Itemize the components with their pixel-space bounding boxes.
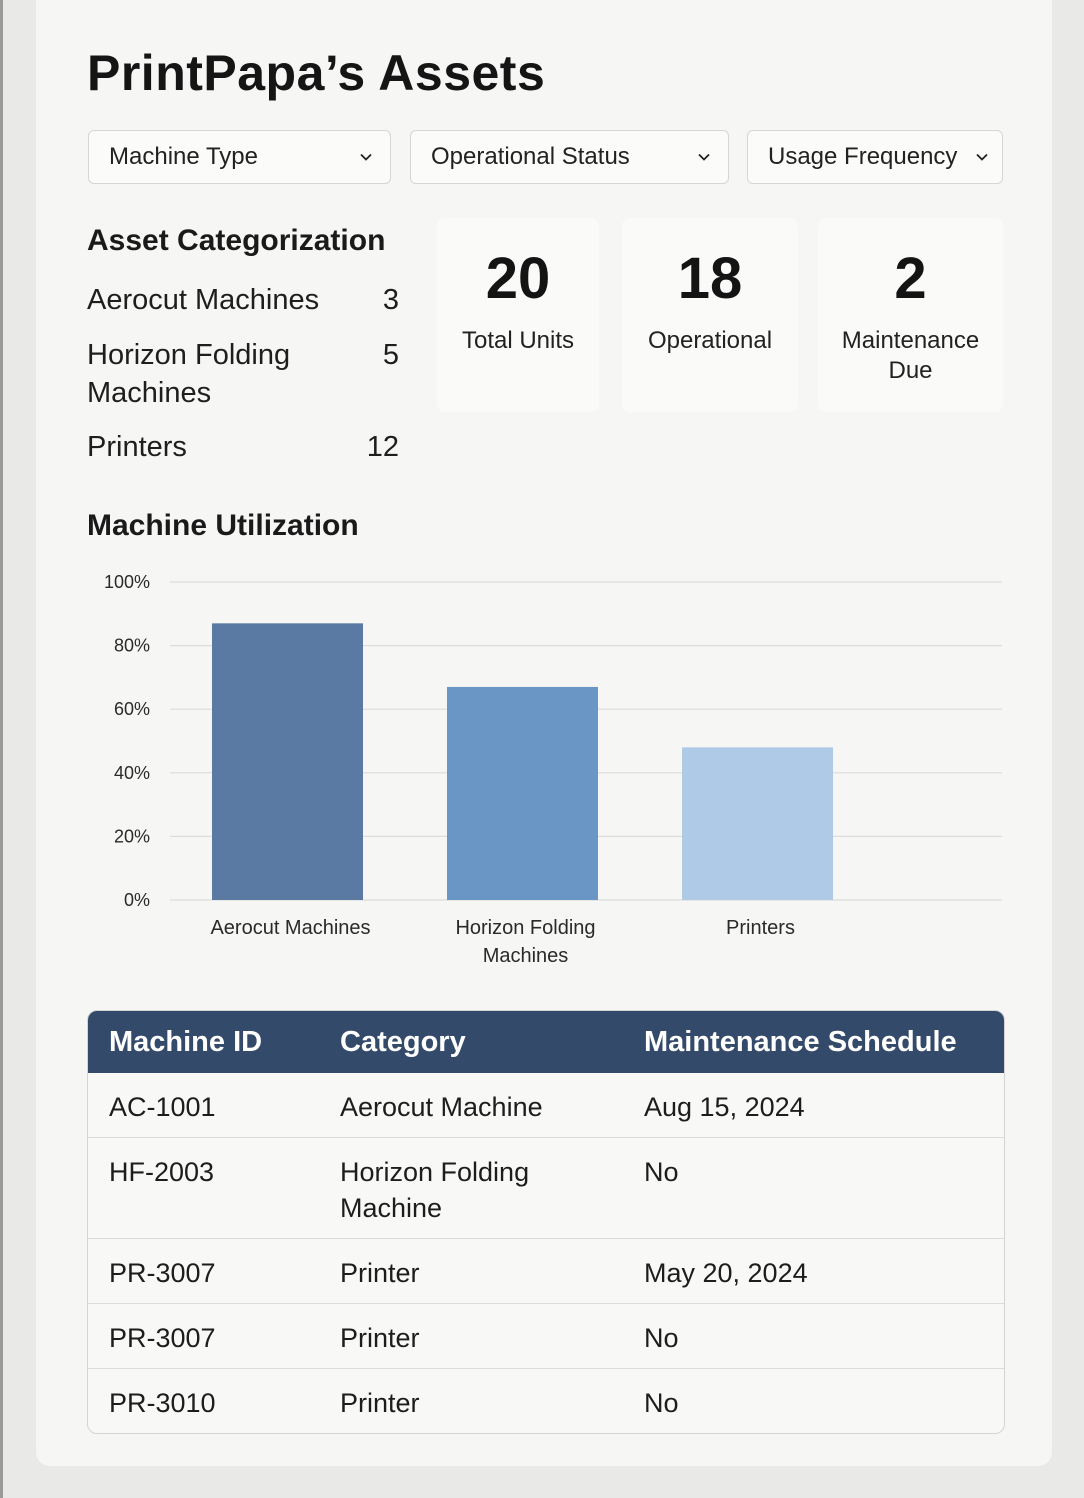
y-tick-label: 80% <box>113 635 150 656</box>
maintenance-cell: No <box>623 1138 1004 1239</box>
chevron-down-icon <box>698 151 710 163</box>
table-row[interactable] <box>88 1138 1004 1239</box>
stat-label: Operational <box>647 327 773 354</box>
category-row <box>87 281 399 319</box>
table-row[interactable] <box>88 1239 1004 1304</box>
x-tick-label: Printers <box>726 917 795 939</box>
category-row <box>87 336 399 412</box>
stat-value: 18 <box>677 246 743 311</box>
window-edge <box>0 0 3 1498</box>
table-header-row <box>88 1011 1004 1073</box>
usage-frequency-dropdown[interactable] <box>747 130 1003 184</box>
x-tick-label: Horizon Folding <box>455 917 596 939</box>
stat-value: 2 <box>894 246 927 311</box>
machine-id-cell: PR-3010 <box>88 1369 319 1434</box>
operational-status-dropdown[interactable] <box>410 130 729 184</box>
category-cell: Horizon Folding Machine <box>319 1138 623 1239</box>
category-count: 3 <box>382 284 399 316</box>
page-title: PrintPapa’s Assets <box>87 45 546 101</box>
machine-utilization-title: Machine Utilization <box>87 509 359 542</box>
y-tick-label: 100% <box>103 572 150 592</box>
maintenance-table <box>87 1010 1005 1434</box>
machine-id-cell: AC-1001 <box>109 1092 216 1122</box>
category-cell: Aerocut Machine <box>340 1092 543 1122</box>
stat-card-maintenance-due <box>818 218 1003 412</box>
machine-id-cell: HF-2003 <box>88 1138 319 1239</box>
chevron-down-icon <box>360 151 372 163</box>
category-name: Printers <box>87 431 187 463</box>
x-tick-label: Aerocut Machines <box>210 917 371 939</box>
category-count: 12 <box>366 431 399 463</box>
table-row[interactable] <box>88 1073 1004 1138</box>
category-name: Aerocut Machines <box>87 284 320 316</box>
machine-id-cell: PR-3007 <box>88 1239 319 1304</box>
x-tick-label: Machines <box>482 945 569 967</box>
stat-label: Total Units <box>461 327 575 354</box>
stat-card-total-units <box>437 218 599 412</box>
y-tick-label: 20% <box>113 826 150 847</box>
maintenance-cell: No <box>623 1304 1004 1369</box>
maintenance-cell: May 20, 2024 <box>623 1239 1004 1304</box>
category-name: Horizon Folding Machines <box>87 339 291 409</box>
table-row[interactable] <box>88 1369 1004 1434</box>
asset-categorization-title: Asset Categorization <box>87 224 386 257</box>
column-header-category[interactable]: Category <box>319 1011 623 1073</box>
chevron-down-icon <box>976 151 988 163</box>
machine-type-label: Machine Type <box>109 143 258 170</box>
machine-type-dropdown[interactable] <box>88 130 391 184</box>
stat-label: Maintenance Due <box>841 327 980 384</box>
machine-id-cell: PR-3007 <box>88 1304 319 1369</box>
category-cell: Printer <box>319 1304 623 1369</box>
bar <box>447 687 598 900</box>
table-row[interactable] <box>88 1304 1004 1369</box>
utilization-bar-chart <box>90 562 1010 982</box>
usage-frequency-label: Usage Frequency <box>768 143 958 170</box>
maintenance-cell: No <box>623 1369 1004 1434</box>
bar <box>212 623 363 900</box>
column-header-maintenance-schedule[interactable]: Maintenance Schedule <box>623 1011 1004 1073</box>
bar <box>682 747 833 900</box>
category-cell: Printer <box>319 1369 623 1434</box>
column-header-machine-id[interactable]: Machine ID <box>88 1011 319 1073</box>
y-tick-label: 0% <box>123 890 150 910</box>
stat-value: 20 <box>485 246 551 311</box>
y-tick-label: 60% <box>113 699 150 720</box>
category-row <box>87 428 399 466</box>
maintenance-cell: Aug 15, 2024 <box>644 1092 805 1122</box>
category-count: 5 <box>382 339 399 371</box>
y-tick-label: 40% <box>113 762 150 783</box>
stat-card-operational <box>622 218 798 412</box>
operational-status-label: Operational Status <box>431 143 630 170</box>
category-cell: Printer <box>319 1239 623 1304</box>
